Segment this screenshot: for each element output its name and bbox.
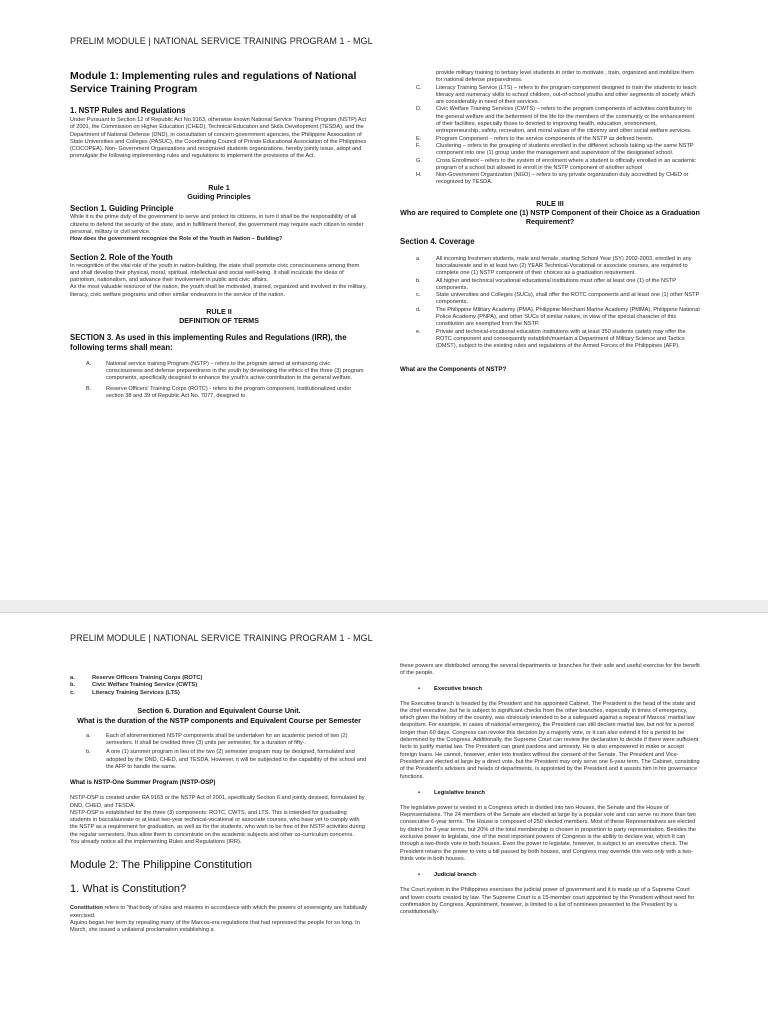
- list-item: provide military training to tertiary level students in order to motivate , train, organized and mobilize them for national defense preparedness.: [436, 70, 694, 84]
- list-item: a. Reserve Officers Training Corps (ROTC): [70, 675, 203, 681]
- module-title: Module 2: The Philippine Constitution: [70, 859, 253, 872]
- section-heading: SECTION 3. As used in this implementing Rules and Regulations (IRR), the following terms shall mean:: [70, 332, 347, 352]
- page-separator: [0, 600, 768, 612]
- paragraph: In recognition of the vital role of the youth in nation-building, the state shall promote civic consciousness among them and shall develop their physical, moral, spiritual, intellectual and social well-being. It shall inculcate the ideas of patriotism, nationalism, and advance their involvement in public and civic affairs.: [70, 262, 360, 284]
- question-heading: What is the duration of the NSTP components and Equivalent Course per Semester: [77, 715, 361, 725]
- list-item: e. Private and technical-vocational education institutions with at least 350 students cadets may offer the ROTC component and consequently establish/maintain a Department of Military Science and Tactics (DMST), subject to the existing rules and regulations of the Armed Forces of the Philippines (AFP).: [416, 328, 686, 350]
- paragraph: Under Pursuant to Section 12 of Republic Act No.9163, otherwise known National Service Training Program (NSTP) Act of 2001, the Commission on Higher Education (CHED), Technical Education and Skills Development (TESDA), and the Department of National Defense (DND), in consultation of concern government agencies, the Philippine Association of State Universities and Colleges (PASUC), the Coordinating Council of Private Educational Association of the Philippines (COCOPEA), Non- Government Organizations and recognized students organizations, hereby jointly issue, adopt and promulgate the following implementing rules and regulations to implement the provisions of the Act.: [70, 117, 367, 160]
- components-list: [70, 675, 368, 697]
- right-column: [400, 663, 700, 916]
- section-heading: Section 4. Coverage: [400, 236, 475, 246]
- rule-heading: RULE II: [206, 307, 232, 317]
- list-item: b. Civic Welfare Training Service (CWTS): [70, 682, 198, 689]
- list-item: H. Non-Government Organization (NGO) – refers to any private organization duly accredited by CHED or recognized by TESDA.: [416, 172, 689, 186]
- terms-list: [70, 361, 368, 400]
- rule-heading: RULE III: [536, 198, 564, 208]
- paragraph: NSTP-OSP is established for the three (3) components: ROTC, CWTS, and LTS. This is intended for graduating students in baccalaureate or at least two-year technical-vocational or associate courses, who have yet to comply with the NSTP as a requirement for graduation, as well as for the students, who wish to be free of the NSTP activities during the regular semesters, thus allow them to concentrate on the academic subjects and other co-curriculum concerns.: [70, 809, 365, 838]
- paragraph: The legislative power is vested in a Congress which is divided into two Houses, the Senate and the House of Representatives. The 24 members of the Senate are elected at large by a popular vote and can serve no more than two consecutive 6-year terms. The House is composed of 250 elected members. Most of these Representatives are elected by district for 3-year terms, but 20% of the total membership is chosen in proportion to party representation. Besides the exclusive power to legislate, one of the most important powers of Congress is the ability to declare war, which it can through a two-thirds vote in both houses. Even the power to legislate, however, is subject to an executive check. The President retains the power to veto a bill passed by both houses, and Congress may override this veto only with a two-thirds vote in both houses.: [400, 804, 696, 862]
- list-item: c. Literacy Training Services (LTS): [70, 689, 180, 696]
- bullet-icon: •: [418, 685, 421, 692]
- coverage-list: [400, 256, 700, 351]
- list-item: C. Literacy Training Service (LTS) – refers to the program component designed to train the students to teach literacy and numeracy skills to school children, out-of-school youths and other segments of society which are considerably in need of their services.: [416, 84, 697, 106]
- list-item: F. Clustering – refers to the grouping of students enrolled in the different schools taking up the same NSTP component into one (1) group under the management and supervision of the designated school.: [416, 142, 694, 157]
- list-item: d. The Philippine Military Academy (PMA), Philippine Merchant Marine Academy (PMMA), Philippine National Police Academy (PNPA), and other SUCs of similar nature, in view of the special character of this constitution are exempted from the NSTP.: [416, 306, 700, 328]
- rule-heading: Rule 1: [208, 182, 230, 192]
- paragraph: NSTP-OSP is created under RA 9163 or the NSTP Act of 2001, specifically Section 6 and jointly devised, formulated by DND, CHED, and TESDA.: [70, 795, 365, 809]
- paragraph: these powers are distributed among the several departments or branches for their safe and useful exercise for the benefit of the people.: [400, 663, 700, 677]
- page-header: PRELIM MODULE | NATIONAL SERVICE TRAINING PROGRAM 1 - MGL: [70, 633, 373, 643]
- question-heading: What are the Components of NSTP?: [400, 365, 507, 373]
- bullet-heading: • Executive branch: [418, 685, 483, 692]
- page-header: PRELIM MODULE | NATIONAL SERVICE TRAINING PROGRAM 1 - MGL: [70, 36, 373, 46]
- list-item: c. State universities and Colleges (SUCs), shall offer the ROTC components and at least one (1) other NSTP components.: [416, 292, 700, 306]
- section-heading: 1. NSTP Rules and Regulations: [70, 106, 186, 115]
- section-heading: 1. What is Constitution?: [70, 883, 187, 896]
- bullet-icon: •: [418, 789, 421, 796]
- list-item: E. Program Component – refers to the service components of the NSTP as defined herein.: [416, 135, 654, 142]
- list-item: a. Each of aforementioned NSTP components shall be undertaken for an academic period of two (2) semesters. It shall be credited three (3) units per semester, for a duration of fifty-.: [86, 732, 348, 747]
- list-item: a. All incoming freshmen students, male and female, starting School Year (SY) 2002-2003, enrolled in any baccalaureate and in at least two (2) YEAR Technical-Vocational or associate courses, are required to complete one (1) NSTP component of their choices as a graduation requirement.: [416, 255, 692, 277]
- paragraph: The Executive branch is headed by the President and his appointed Cabinet. The President is the head of the state and the chief executive, but he is subject to significant checks from the other branches, especially in times of emergency, which given the history of the country, was obviously intended to be a safeguard against a repeat of Marcos' martial law despotism. For example, in cases of national emergency, the President can still declare martial law, but not for a period longer than 60 days. Congress can revoke this decision by a majority vote, or it can also extend it for a period to be determined by the Congress. Additionally, the Supreme Court can review the declaration to decide if there were sufficient facts to justify martial law. The President can grant pardons and amnesty. He is also empowered to make or accept foreign loans. He cannot, however, enter into treaties without the consent of the Senate. The President and Vice-President are elected at large by a direct vote, but the President may only serve one 6-year term. The Cabinet, consisting of the President's advisers and heads of departments, is appointed by the President and it assists him in his governance functions.: [400, 700, 700, 780]
- section-heading: Section 2. Role of the Youth: [70, 252, 173, 262]
- question-heading: What is NSTP-One Summer Program (NSTP-OSP): [70, 779, 216, 787]
- rule-subheading: DEFINITION OF TERMS: [179, 316, 259, 326]
- paragraph: As the most valuable resource of the nation, the youth shall be motivated, trained, organized and involved in the military, literacy, civic welfare programs and other similar endeavors in the service of the nation.: [70, 284, 367, 298]
- bullet-heading: • Judicial branch: [418, 872, 477, 879]
- left-column: [70, 70, 368, 400]
- terms-list-continued: [400, 70, 700, 187]
- paragraph: Constitution refers to "that body of rules and maxims in accordance with which the powers of sovereignty are habitually exercised.: [70, 905, 368, 919]
- question-text: How does the government recognize the Role of the Youth in Nation – Building?: [70, 236, 283, 243]
- rule-subheading: Guiding Principles: [187, 192, 251, 202]
- paragraph: While it is the prime duty of the government to serve and protect its citizens, in turn it shall be the responsibility of all citizens to defend the security of the state, and in fulfillment thereof, the government may require each citizen to render personal, military or civil service.: [70, 214, 364, 235]
- list-item: A. National service training Program (NSTP) – refers to the program aimed at enhancing civic consciousness and defense preparedness in the youth by developing the ethics of the three (3) program components, specifically designed to enhance the youth's active contribution to the general welfare.: [86, 360, 364, 382]
- paragraph: You already notice all the implementing Rules and Regulations (IRR).: [70, 839, 242, 846]
- defined-term: Constitution: [70, 905, 103, 912]
- list-item: B. Reserve Officers' Training Corps (ROTC) - refers to the program component, institutionalized under section 38 and 39 of Republic Act No. 7077, designed to: [86, 385, 352, 399]
- paragraph: Aquino began her term by repealing many of the Marcos-era regulations that had repressed the people for so long. In March, she issued a unilateral proclamation establishing a: [70, 919, 360, 934]
- left-column: [70, 675, 368, 935]
- document-page-2: [0, 612, 768, 1025]
- section-heading: Section 1. Guiding Principle: [70, 204, 174, 214]
- right-column: [400, 70, 700, 374]
- module-title: Module 1: Implementing rules and regulations of National Service Training Program: [70, 70, 357, 95]
- paragraph: The Court system in the Philippines exercises the judicial power of government and it is made up of a Supreme Court and lower courts created by law. The Supreme Court is a 15-member court appointed by the President without need for confirmation by Congress. Appointment, however, is limited to a list of nominees presented to the President by a constitutionally-: [400, 887, 695, 916]
- duration-list: [70, 733, 368, 771]
- bullet-icon: •: [418, 872, 421, 879]
- rule-subheading: Who are required to Complete one (1) NSTP Component of their Choice as a Graduation Requirement?: [400, 208, 700, 227]
- list-item: b. All higher and technical vocational educational institutions must offer at least one (1) of the NSTP components.: [416, 277, 676, 291]
- list-item: G. Cross Enrollment – refers to the system of enrolment where a student is officially enrolled in an academic program of a school but allowed to enroll in the NSTP component of another school: [416, 157, 696, 171]
- section-heading: Section 6. Duration and Equivalent Course Unit.: [137, 706, 301, 716]
- list-item: b. A one (1) summer program in lieu of the two (2) semester program may be designed, formulated and adopted by the DND, CHED, and TESDA. However, it will be subjected to the capability of the school and the AFP to handle the same.: [86, 749, 367, 770]
- bullet-heading: • Legislative branch: [418, 789, 485, 796]
- list-item: D. Civic Welfare Training Services (CWTS) – refers to the program components of activities contributory to the general welfare and the betterment of the life for the members of the community or the enhancement of their facilities, especially those to devoted to improving health, education, environment, entrepreneurship, safety, recreation, and moral values of the citizenry and other social welfare services.: [416, 106, 695, 135]
